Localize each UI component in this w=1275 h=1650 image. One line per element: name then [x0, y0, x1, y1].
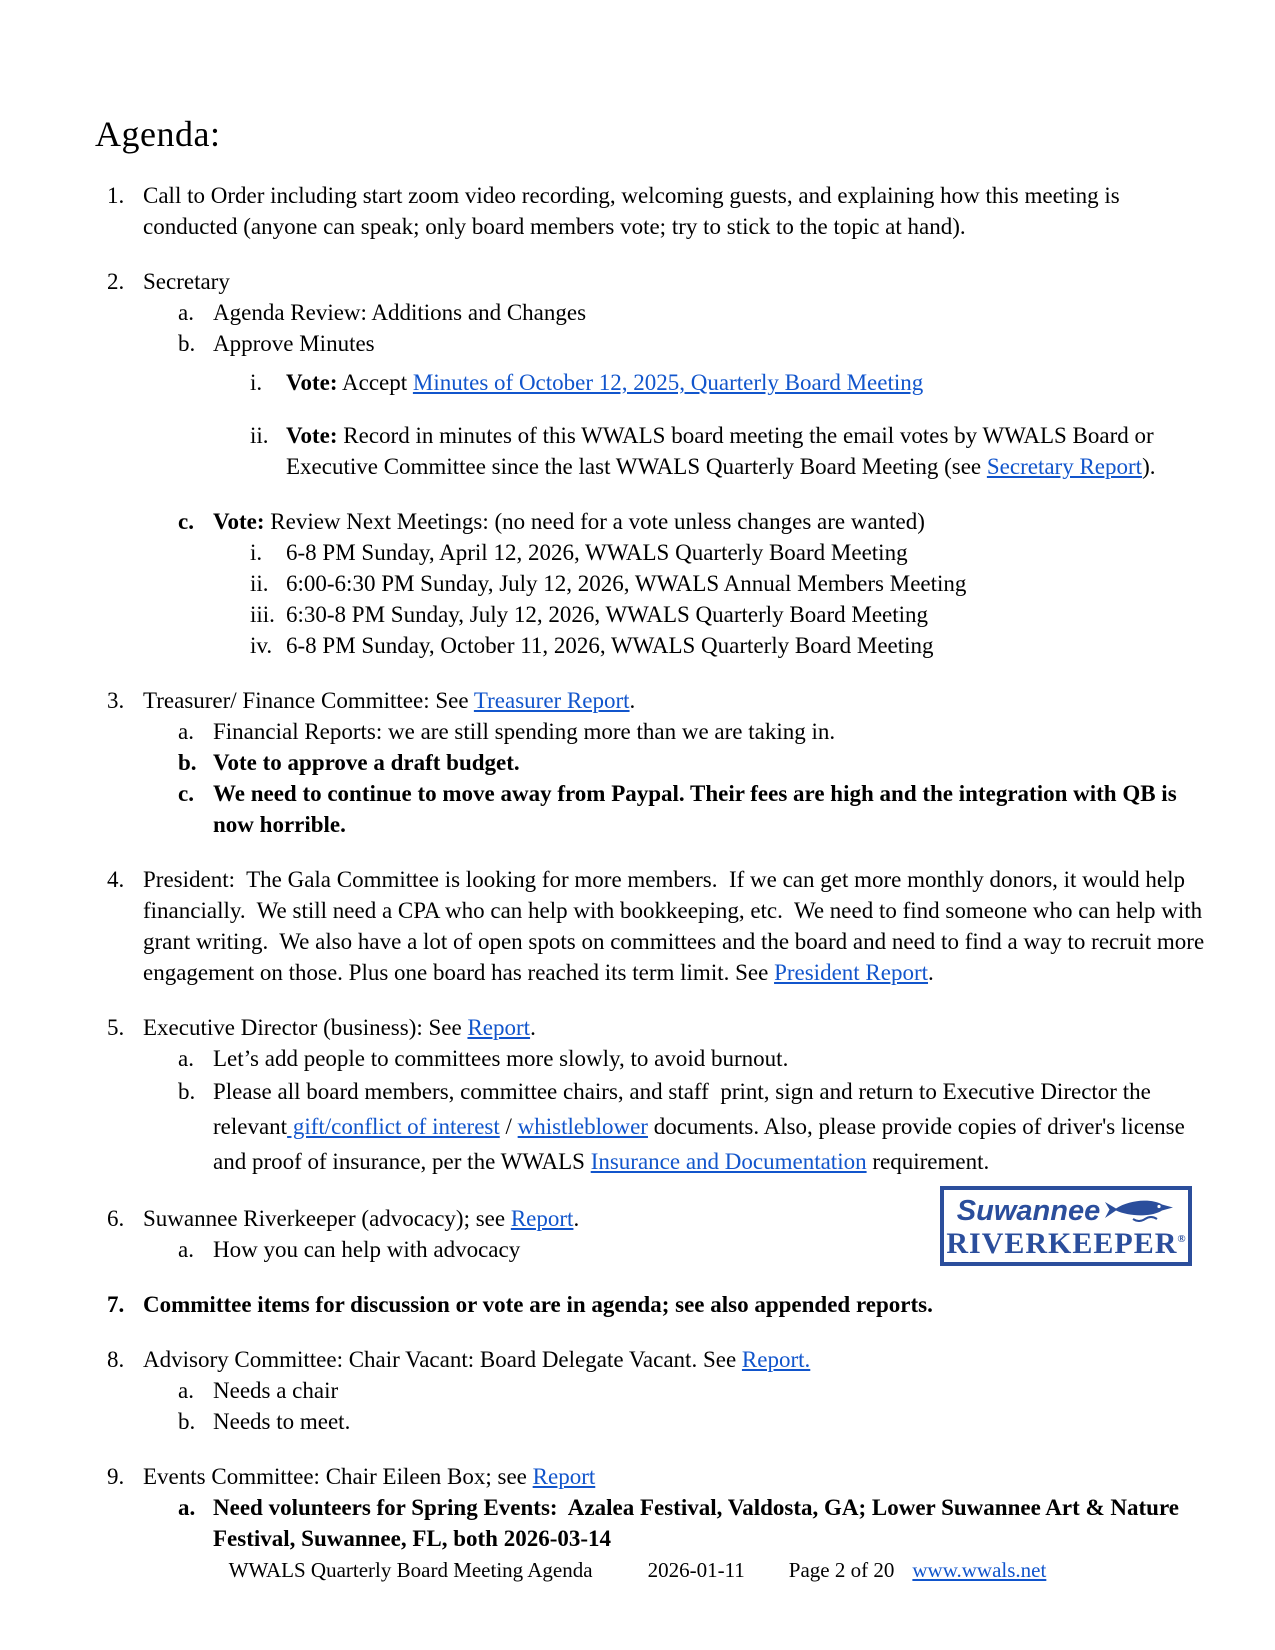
agenda-item-2b-i — [250, 367, 1215, 398]
fish-icon — [1103, 1198, 1175, 1222]
treasurer-report-link[interactable]: Treasurer Report — [473, 688, 630, 713]
agenda-item-3c — [178, 778, 1215, 840]
item-number: a. — [178, 1495, 196, 1520]
item-text-segment: Vote to approve a draft budget. — [213, 750, 520, 775]
item-text-segment: President: The Gala Committee is looking for more members. If we can get more monthly donors, it would help financially. We still need a CPA who can help with bookkeeping, etc. We need to find someone who can help with grant writing. We also have a lot of open spots on committees and the board and need to find a way to recruit more engagement on those. Plus one board has reached its term limit. See — [143, 867, 1210, 985]
gift-conflict-link[interactable]: gift/conflict of interest — [287, 1114, 500, 1139]
item-number: ii. — [250, 423, 269, 448]
agenda-item-5 — [107, 1012, 1215, 1043]
item-number: a. — [178, 300, 194, 325]
meeting-entry — [286, 630, 934, 661]
item-text — [286, 367, 923, 398]
item-number: 6. — [107, 1206, 125, 1231]
agenda-item-8b — [178, 1406, 1215, 1437]
item-text — [143, 1203, 579, 1234]
minutes-link[interactable]: Minutes of October 12, 2025, Quarterly Board Meeting — [412, 370, 924, 395]
item-text-segment: 6-8 PM Sunday, April 12, 2026, WWALS Quarterly Board Meeting — [286, 540, 908, 565]
item-text-segment: . — [629, 688, 636, 713]
item-text-segment: Treasurer/ Finance Committee: See — [143, 688, 474, 713]
item-number: 9. — [107, 1464, 125, 1489]
agenda-item-5b — [178, 1074, 1215, 1179]
item-text-segment: Advisory Committee: Chair Vacant: Board Delegate Vacant. See — [143, 1347, 742, 1372]
item-text-segment: ). — [1142, 454, 1156, 479]
item-text-segment: How you can help with advocacy — [213, 1237, 521, 1262]
item-text-segment: Call to Order including start zoom video recording, welcoming guests, and explaining how this meeting is conducted (anyone can speak; only board members vote; try to stick to the topic at hand). — [143, 183, 1126, 239]
secretary-report-link[interactable]: Secretary Report — [986, 454, 1143, 479]
item-number: b. — [178, 750, 197, 775]
item-text-segment: Suwannee Riverkeeper (advocacy); see — [143, 1206, 511, 1231]
item-number: 7. — [107, 1292, 125, 1317]
item-number: 3. — [107, 688, 125, 713]
insurance-documentation-link[interactable]: Insurance and Documentation — [590, 1149, 867, 1174]
item-text — [143, 1344, 810, 1375]
item-text — [213, 1074, 1215, 1179]
agenda-item-2a — [178, 297, 1215, 328]
meeting-entry — [286, 599, 928, 630]
item-number: c. — [178, 781, 194, 806]
whistleblower-link[interactable]: whistleblower — [517, 1114, 648, 1139]
item-text — [143, 685, 635, 716]
item-number: b. — [178, 1409, 196, 1434]
item-text — [213, 747, 520, 778]
item-text-segment: We need to continue to move away from Paypal. Their fees are high and the integration with QB is now horrible. — [213, 781, 1183, 837]
item-text — [143, 1461, 595, 1492]
agenda-item-3b — [178, 747, 1215, 778]
item-text-segment: . — [573, 1206, 580, 1231]
agenda-item-8 — [107, 1344, 1215, 1375]
item-text-segment: . — [928, 960, 934, 985]
item-text — [213, 1234, 520, 1265]
item-text-segment: Needs to meet. — [213, 1409, 351, 1434]
item-number: b. — [178, 331, 196, 356]
item-number: a. — [178, 1046, 194, 1071]
logo-riverkeeper-word: RIVERKEEPER — [946, 1226, 1178, 1260]
agenda-item-3a — [178, 716, 1215, 747]
item-text-segment: documents. Also, please provide copies of driver's license and proof of insurance, per the WWALS — [213, 1114, 1191, 1174]
item-number: b. — [178, 1079, 196, 1104]
item-text-segment: Need volunteers for Spring Events: Azalea Festival, Valdosta, GA; Lower Suwannee Art & Nature Festival, Suwannee, FL, both 2026-03-14 — [213, 1495, 1185, 1551]
agenda-item-2c-iii — [250, 599, 1215, 630]
item-number: i. — [250, 370, 263, 395]
vote-label: Vote: — [286, 370, 338, 395]
item-text — [213, 1492, 1215, 1554]
item-text-segment: Executive Director (business): See — [143, 1015, 468, 1040]
item-text-segment: Record in minutes of this WWALS board meeting the email votes by WWALS Board or Executive Committee since the last WWALS Quarterly Board Meeting (see — [286, 423, 1160, 479]
item-number: 1. — [107, 183, 125, 208]
item-number: a. — [178, 719, 194, 744]
riverkeeper-report-link[interactable]: Report — [510, 1206, 574, 1231]
advisory-report-link[interactable]: Report. — [741, 1347, 811, 1372]
item-text-segment: / — [499, 1114, 518, 1139]
item-number: ii. — [250, 571, 269, 596]
suwannee-riverkeeper-logo — [940, 1186, 1192, 1266]
item-text-segment: Committee items for discussion or vote are in agenda; see also appended reports. — [143, 1292, 933, 1317]
item-number: a. — [178, 1378, 194, 1403]
item-text — [143, 1289, 933, 1320]
logo-riverkeeper-text — [946, 1224, 1185, 1259]
meeting-entry — [286, 537, 908, 568]
footer-doc-title: WWALS Quarterly Board Meeting Agenda — [228, 1558, 593, 1582]
item-text-segment: . — [530, 1015, 536, 1040]
agenda-item-9 — [107, 1461, 1215, 1492]
agenda-item-2 — [107, 266, 1215, 297]
item-text — [143, 1012, 536, 1043]
item-text — [143, 864, 1215, 988]
item-text-segment: Needs a chair — [213, 1378, 339, 1403]
footer-website-link[interactable]: www.wwals.net — [912, 1558, 1047, 1582]
agenda-item-2c-i — [250, 537, 1215, 568]
agenda-item-5a — [178, 1043, 1215, 1074]
item-number: a. — [178, 1237, 194, 1262]
footer-date: 2026-01-11 — [647, 1558, 745, 1582]
item-text-segment: 6-8 PM Sunday, October 11, 2026, WWALS Quarterly Board Meeting — [286, 633, 934, 658]
vote-label: Vote: — [286, 423, 338, 448]
item-text-segment: Let’s add people to committees more slowly, to avoid burnout. — [213, 1046, 789, 1071]
item-text — [213, 1375, 338, 1406]
item-number: c. — [178, 509, 194, 534]
agenda-item-2c-iv — [250, 630, 1215, 661]
agenda-item-3 — [107, 685, 1215, 716]
item-text — [213, 297, 586, 328]
item-text-segment: Approve Minutes — [213, 331, 375, 356]
agenda-item-4 — [107, 864, 1215, 988]
events-report-link[interactable]: Report — [532, 1464, 596, 1489]
item-text-segment: Events Committee: Chair Eileen Box; see — [143, 1464, 533, 1489]
agenda-item-2b-ii — [250, 420, 1215, 482]
vote-label: Vote: — [213, 509, 265, 534]
item-text-segment: Accept — [337, 370, 413, 395]
item-text — [213, 716, 835, 747]
president-report-link[interactable]: President Report — [774, 960, 929, 985]
page-footer — [0, 1556, 1275, 1584]
agenda-item-2c-ii — [250, 568, 1215, 599]
item-text — [213, 1043, 788, 1074]
item-text — [213, 328, 375, 359]
item-text — [213, 1406, 350, 1437]
item-text-segment: 6:30-8 PM Sunday, July 12, 2026, WWALS Quarterly Board Meeting — [286, 602, 929, 627]
agenda-item-8a — [178, 1375, 1215, 1406]
item-text — [143, 180, 1215, 242]
logo-suwannee-text: Suwannee — [956, 1194, 1101, 1227]
item-text-segment: Review Next Meetings: (no need for a vote unless changes are wanted) — [264, 509, 925, 534]
logo-top-row — [957, 1196, 1175, 1226]
item-text — [143, 266, 230, 297]
agenda-item-1 — [107, 180, 1215, 242]
registered-trademark-symbol: ® — [1177, 1232, 1186, 1245]
item-number: 8. — [107, 1347, 125, 1372]
item-number: iii. — [250, 602, 275, 627]
item-number: 5. — [107, 1015, 125, 1040]
meeting-entry — [286, 568, 966, 599]
agenda-item-2c — [178, 506, 1215, 537]
item-text-segment: 6:00-6:30 PM Sunday, July 12, 2026, WWALS Annual Members Meeting — [286, 571, 967, 596]
item-text — [213, 778, 1215, 840]
item-text-segment: Agenda Review: Additions and Changes — [213, 300, 587, 325]
item-text — [286, 420, 1215, 482]
item-number: 2. — [107, 269, 125, 294]
item-text-segment: Please all board members, committee chairs, and staff print, sign and return to Executive Director the relevant — [213, 1079, 1157, 1139]
item-text-segment: requirement. — [866, 1149, 990, 1174]
item-text — [213, 506, 925, 537]
footer-page-number: Page 2 of 20 — [788, 1558, 895, 1582]
item-number: 4. — [107, 867, 125, 892]
item-text-segment: Secretary — [143, 269, 230, 294]
agenda-item-2b — [178, 328, 1215, 359]
item-text-segment: Financial Reports: we are still spending more than we are taking in. — [213, 719, 836, 744]
agenda-item-9a — [178, 1492, 1215, 1554]
item-number: i. — [250, 540, 263, 565]
item-number: iv. — [250, 633, 273, 658]
agenda-item-7 — [107, 1289, 1215, 1320]
ed-report-link[interactable]: Report — [467, 1015, 531, 1040]
page-title: Agenda: — [95, 114, 221, 154]
